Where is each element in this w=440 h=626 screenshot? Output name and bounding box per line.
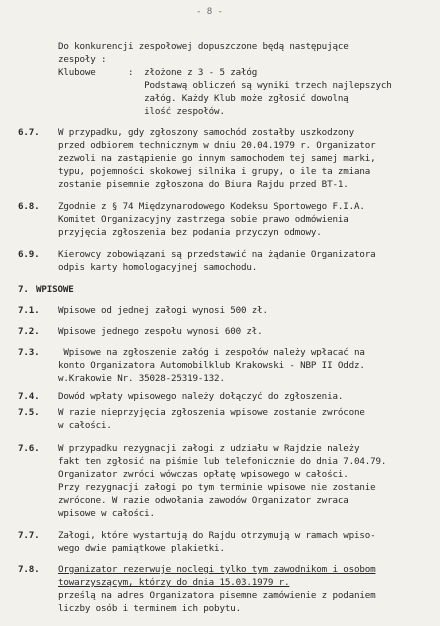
section-number: 7.6. [18,443,40,454]
section-number: 7.2. [18,326,40,337]
text-line: zezwoli na zastąpienie go innym samochodem tej samej marki, [58,153,376,164]
text-line: konto Organizatora Automobilklub Krakowski - NBP II Oddz. [58,360,365,371]
text-line: Komitet Organizacyjny zastrzega sobie prawo odmówienia [58,214,349,225]
section-number: 6.8. [18,201,40,212]
section-number: 7.3. [18,347,40,358]
text-line: W przypadku, gdy zgłoszony samochód zostałby uszkodzony [58,127,354,138]
text-line: zwrócone. W razie odwołania zawodów Organizator zwraca [58,495,349,506]
text-line: zostanie pisemnie zgłoszona do Biura Rajdu przed BT-1. [58,179,349,190]
section-number: 7.1. [18,305,40,316]
section-number: 7.8. [18,564,40,575]
text-line: przyjęcia zgłoszenia bez podania przyczyn odmowy. [58,227,322,238]
text-line: Przy rezygnacji załogi po tym terminie wpisowe nie zostanie [58,482,376,493]
section-number: 7.4. [18,391,40,402]
text-line: Wpisowe jednego zespołu wynosi 600 zł. [58,326,263,337]
text-line: W przypadku rezygnacji załogi z udziału w Rajdzie należy [58,443,360,454]
section-title: WPISOWE [36,284,74,295]
text-line: Organizator zwróci wówczas opłatę wpisowego w całości. [58,469,349,480]
text-line-underlined: towarzyszącym, którzy do dnia 15.03.1979 r. [58,577,290,588]
text-line: Podstawą obliczeń są wyniki trzech najlepszych [58,80,392,91]
section-number: 6.7. [18,127,40,138]
text-line: Klubowe : złożone z 3 - 5 załóg [58,67,258,78]
text-line: prześlą na adres Organizatora pisemne zamówienie z podaniem [58,590,376,601]
text-line: w.Krakowie Nr. 35028-25319-132. [58,373,225,384]
text-line: przed odbiorem technicznym w dniu 20.04.1979 r. Organizator [58,140,376,151]
page-number: - 8 - [196,6,223,17]
text-line: Załogi, które wystartują do Rajdu otrzymują w ramach wpiso- [58,530,376,541]
text-line: zespoły : [58,54,107,65]
text-line: W razie nieprzyjęcia zgłoszenia wpisowe zostanie zwrócone [58,407,365,418]
section-number: 7.5. [18,407,40,418]
text-line: fakt ten zgłosić na piśmie lub telefonicznie do dnia 7.04.79. [58,456,387,467]
text-line: wpisowe w całości. [58,508,155,519]
text-line: typu, pojemności skokowej silnika i grupy, o ile ta zmiana [58,166,371,177]
text-line: Dowód wpłaty wpisowego należy dołączyć do zgłoszenia. [58,391,344,402]
section-number: 6.9. [18,249,40,260]
text-line: Kierowcy zobowiązani są przedstawić na żądanie Organizatora [58,249,376,260]
section-number: 7. [18,284,29,295]
text-line: odpis karty homologacyjnej samochodu. [58,262,258,273]
text-line: ilość zespołów. [58,106,225,117]
text-line: Wpisowe na zgłoszenie załóg i zespołów należy wpłacać na [58,347,365,358]
text-line: wego dwie pamiątkowe plakietki. [58,543,225,554]
text-line: w całości. [58,420,112,431]
text-line: załóg. Każdy Klub może zgłosić dowolną [58,93,349,104]
text-line: liczby osób i terminem ich pobytu. [58,603,241,614]
text-line: Wpisowe od jednej załogi wynosi 500 zł. [58,305,268,316]
text-line: Zgodnie z § 74 Międzynarodowego Kodeksu Sportowego F.I.A. [58,201,365,212]
section-number: 7.7. [18,530,40,541]
text-line: Do konkurencji zespołowej dopuszczone będą następujące [58,41,349,52]
text-line-underlined: Organizator rezerwuje noclegi tylko tym zawodnikom i osobom [58,564,376,575]
